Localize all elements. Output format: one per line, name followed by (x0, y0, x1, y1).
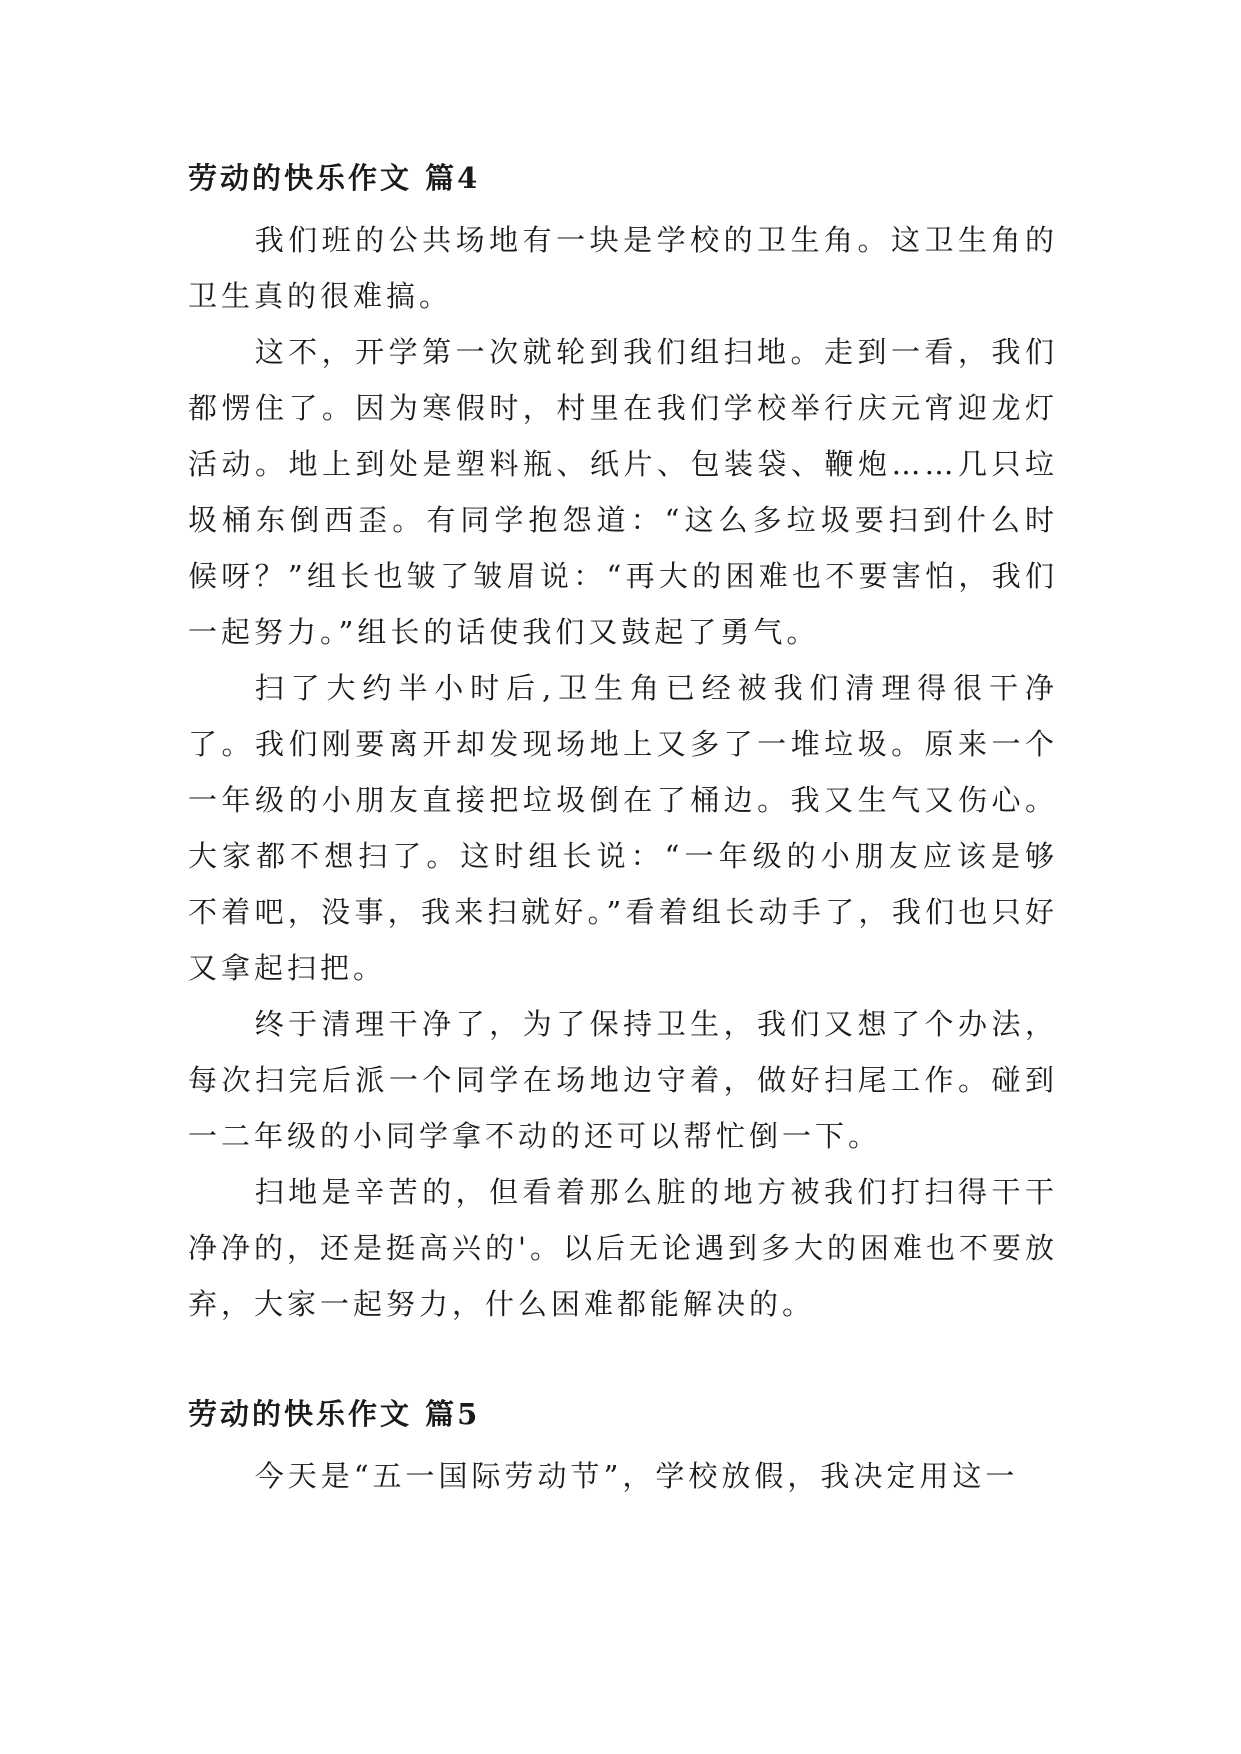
paragraph: 我们班的公共场地有一块是学校的卫生角。这卫生角的卫生真的很难搞。 (188, 223, 1058, 313)
section-spacer (188, 1332, 1058, 1394)
paragraph: 今天是“五一国际劳动节”，学校放假，我决定用这一 (254, 1459, 1019, 1493)
essay-title-5: 劳动的快乐作文 篇5 (188, 1397, 481, 1431)
paragraph: 扫地是辛苦的，但看着那么脏的地方被我们打扫得干干净净的，还是挺高兴的'。以后无论遇到多大的困难也不要放弃，大家一起努力，什么困难都能解决的。 (188, 1175, 1058, 1321)
paragraph: 这不，开学第一次就轮到我们组扫地。走到一看，我们都愣住了。因为寒假时，村里在我们学校举行庆元宵迎龙灯活动。地上到处是塑料瓶、纸片、包装袋、鞭炮……几只垃圾桶东倒西歪。有同学抱怨道：“这么多垃圾要扫到什么时候呀？”组长也皱了皱眉说：“再大的困难也不要害怕，我们一起努力。”组长的话使我们又鼓起了勇气。 (188, 335, 1058, 649)
paragraph: 终于清理干净了，为了保持卫生，我们又想了个办法，每次扫完后派一个同学在场地边守着，做好扫尾工作。碰到一二年级的小同学拿不动的还可以帮忙倒一下。 (188, 1007, 1058, 1153)
document-page (188, 158, 1058, 1504)
paragraph: 扫了大约半小时后,卫生角已经被我们清理得很干净了。我们刚要离开却发现场地上又多了一堆垃圾。原来一个一年级的小朋友直接把垃圾倒在了桶边。我又生气又伤心。大家都不想扫了。这时组长说：“一年级的小朋友应该是够不着吧，没事，我来扫就好。”看着组长动手了，我们也只好又拿起扫把。 (188, 671, 1058, 985)
essay-title-4: 劳动的快乐作文 篇4 (188, 161, 481, 195)
